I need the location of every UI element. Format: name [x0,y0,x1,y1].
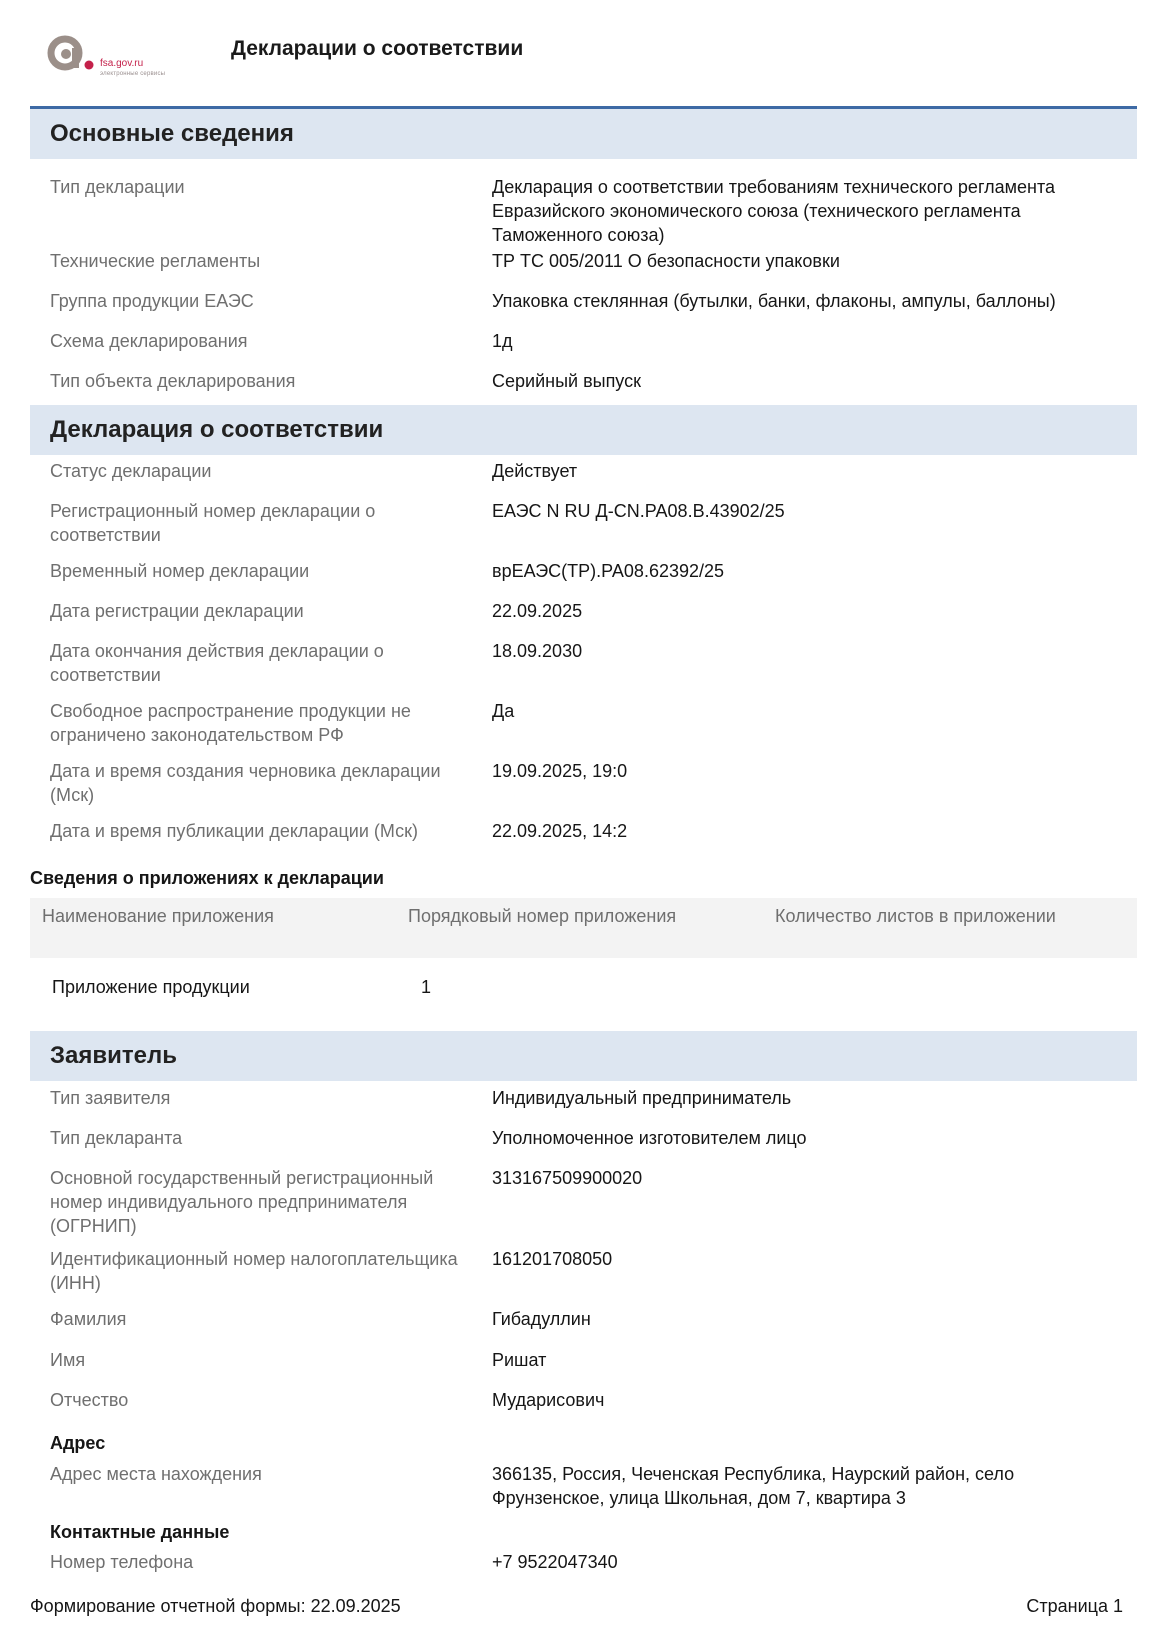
attachments-col-name: Наименование приложения [42,906,274,926]
declaration-value-2: врЕАЭС(ТР).РА08.62392/25 [492,561,725,581]
basic-label-3: Схема декларирования [50,331,248,351]
page-number: Страница 1 [1026,1596,1123,1616]
applicant-value-2: 313167509900020 [492,1168,643,1188]
address-value: 366135, Россия, Чеченская Республика, Наурский район, село Фрунзенское, улица Школьная, дом 7, квартира 3 [492,1464,1015,1508]
declaration-value-5: Да [492,701,515,721]
basic-label-1: Технические регламенты [50,251,261,271]
applicant-label-0: Тип заявителя [50,1088,171,1108]
attachments-col-number: Порядковый номер приложения [408,906,677,926]
applicant-label-4: Фамилия [50,1309,127,1329]
page-header [0,0,1169,108]
declaration-label-3: Дата регистрации декларации [50,601,304,621]
declaration-value-4: 18.09.2030 [492,641,583,661]
applicant-value-6: Мударисович [492,1390,605,1410]
section-applicant-header [30,1031,1137,1081]
declaration-label-0: Статус декларации [50,461,212,481]
phone-value: +7 9522047340 [492,1552,618,1572]
basic-value-1: ТР ТС 005/2011 О безопасности упаковки [492,251,840,271]
basic-label-4: Тип объекта декларирования [50,371,296,391]
declaration-value-6: 19.09.2025, 19:0 [492,761,628,781]
declaration-label-5: Свободное распространение продукции не ограничено законодательством РФ [50,701,411,745]
section-basic-header [30,109,1137,159]
logo-domain: fsa.gov.ru [100,58,144,69]
attachment-number: 1 [421,977,432,997]
applicant-label-3: Идентификационный номер налогоплательщика (ИНН) [50,1249,458,1293]
applicant-value-0: Индивидуальный предприниматель [492,1088,792,1108]
basic-value-2: Упаковка стеклянная (бутылки, банки, флаконы, ампулы, баллоны) [492,291,1056,311]
fsa-logo [45,32,195,82]
applicant-value-3: 161201708050 [492,1249,613,1269]
fsa-logo-icon [45,32,97,78]
basic-label-0: Тип декларации [50,177,185,197]
basic-value-4: Серийный выпуск [492,371,641,391]
declaration-label-7: Дата и время публикации декларации (Мск) [50,821,418,841]
basic-label-2: Группа продукции ЕАЭС [50,291,254,311]
applicant-label-2: Основной государственный регистрационный номер индивидуального предпринимателя (ОГРНИП) [50,1168,434,1236]
declaration-value-7: 22.09.2025, 14:2 [492,821,628,841]
applicant-value-1: Уполномоченное изготовителем лицо [492,1128,807,1148]
declaration-value-0: Действует [492,461,578,481]
declaration-label-6: Дата и время создания черновика декларации (Мск) [50,761,441,805]
declaration-label-1: Регистрационный номер декларации о соответствии [50,501,376,545]
applicant-value-5: Ришат [492,1350,547,1370]
section-applicant-title: Заявитель [50,1042,177,1069]
attachments-table-header [30,898,1137,958]
declaration-value-1: ЕАЭС N RU Д-CN.РА08.В.43902/25 [492,501,785,521]
basic-value-0: Декларация о соответствии требованиям технического регламента Евразийского экономического союза (технического регламента Таможенного союза) [492,177,1056,245]
contacts-subheading: Контактные данные [50,1522,230,1542]
section-declaration-header [30,405,1137,455]
declaration-label-2: Временный номер декларации [50,561,310,581]
phone-label: Номер телефона [50,1552,194,1572]
section-declaration-title: Декларация о соответствии [50,416,384,443]
attachments-col-sheets: Количество листов в приложении [775,906,1056,926]
address-subheading: Адрес [50,1433,106,1453]
report-generated-date: Формирование отчетной формы: 22.09.2025 [30,1596,401,1616]
applicant-label-6: Отчество [50,1390,129,1410]
section-basic-title: Основные сведения [50,120,294,147]
declaration-value-3: 22.09.2025 [492,601,583,621]
declaration-label-4: Дата окончания действия декларации о соответствии [50,641,384,685]
address-label: Адрес места нахождения [50,1464,262,1484]
attachments-title: Сведения о приложениях к декларации [30,868,384,888]
page-title: Декларации о соответствии [231,37,524,60]
applicant-label-1: Тип декларанта [50,1128,183,1148]
logo-subtitle: электронные сервисы [100,71,166,77]
attachment-name: Приложение продукции [52,977,250,997]
basic-value-3: 1д [492,331,513,351]
applicant-value-4: Гибадуллин [492,1309,591,1329]
applicant-label-5: Имя [50,1350,86,1370]
